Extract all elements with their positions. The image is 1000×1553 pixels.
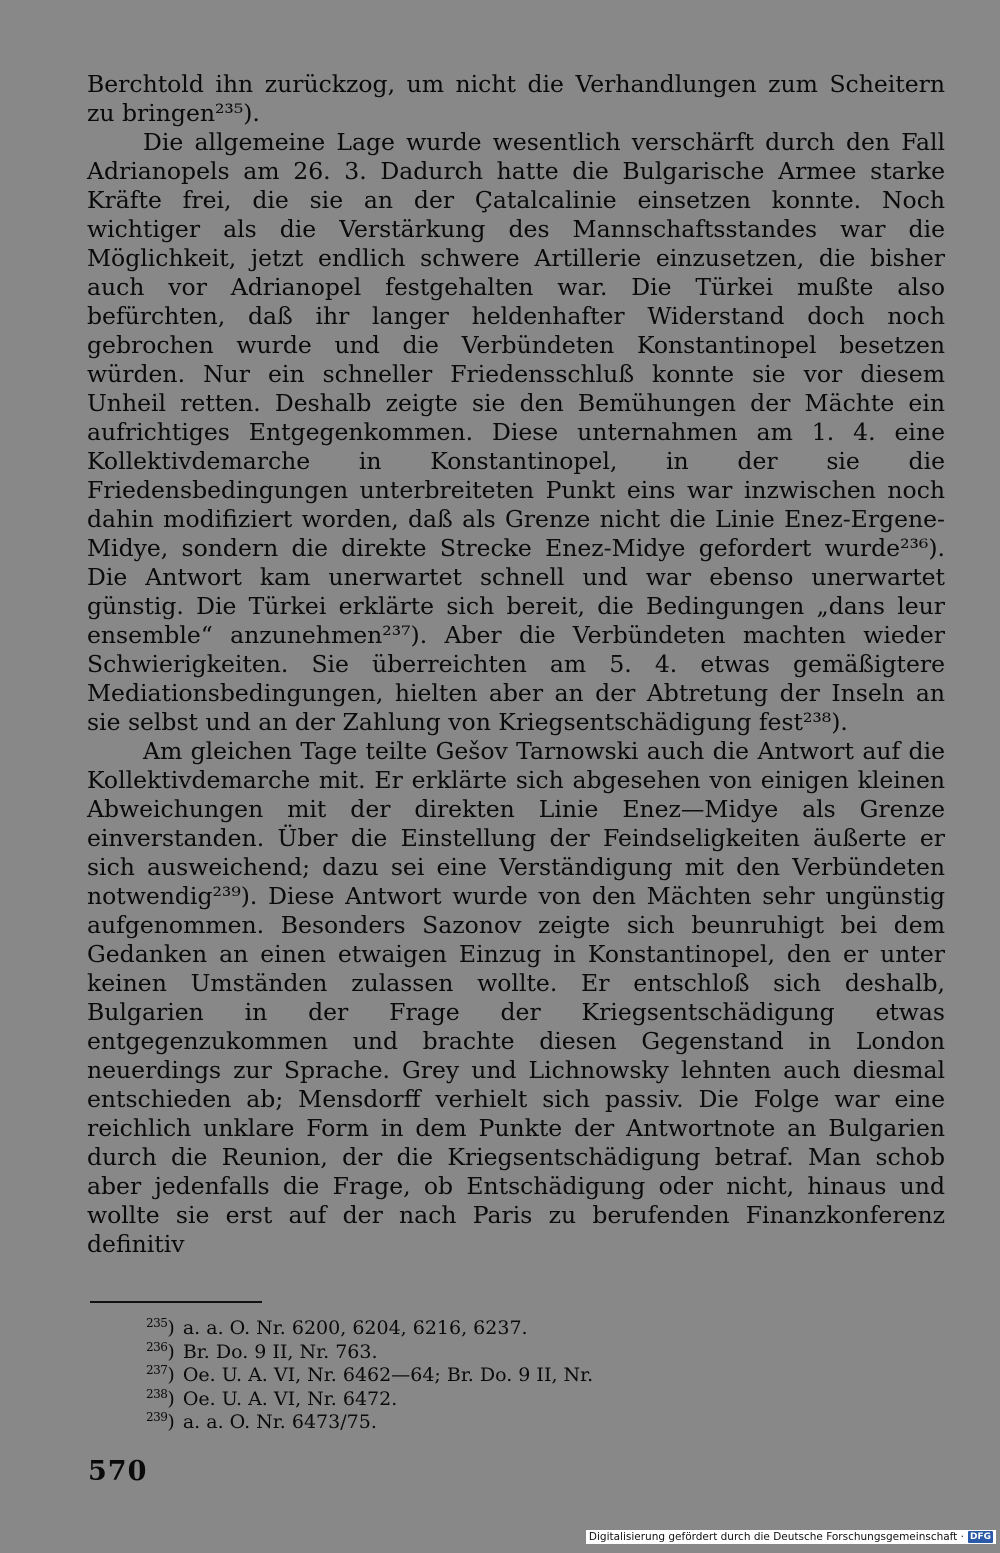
dfg-logo-icon: DFG — [969, 1532, 991, 1542]
page-number: 570 — [88, 1456, 148, 1487]
paragraph-adrianopel: Die allgemeine Lage wurde wesentlich verschärft durch den Fall Adrianopels am 26. 3. Dadurch hatte die Bulgarische Armee starke Kräfte frei, die sie an der Çatalcalinie einsetzen konnte. Noch wichtiger als die Verstärkung des Mannschaftsstandes war die Möglichkeit, jetzt endlich schwere Artillerie einzusetzen, die bisher auch vor Adrianopel festgehalten war. Die Türkei mußte also befürchten, daß ihr langer heldenhafter Widerstand doch noch gebrochen wurde und die Verbündeten Konstantinopel besetzen würden. Nur ein schneller Friedensschluß konnte sie vor diesem Unheil retten. Deshalb zeigte sie den Bemühungen der Mächte ein aufrichtiges Entgegenkommen. Diese unternahmen am 1. 4. eine Kollektivdemarche in Konstantinopel, in der sie die Friedensbedingungen unterbreiteten Punkt eins war inzwischen noch dahin modifiziert worden, daß als Grenze nicht die Linie Enez-Ergene-Midye, sondern die direkte Strecke Enez-Midye gefordert wurde²³⁶). Die Antwort kam unerwartet schnell und war ebenso unerwartet günstig. Die Türkei erklärte sich bereit, die Bedingungen „dans leur ensemble“ anzunehmen²³⁷). Aber die Verbündeten machten wieder Schwierigkeiten. Sie überreichten am 5. 4. etwas gemäßigtere Mediationsbedingungen, hielten aber an der Abtretung der Inseln an sie selbst und an der Zahlung von Kriegsentschädigung fest²³⁸). — [87, 128, 945, 736]
credit-text: Digitalisierung gefördert durch die Deutsche Forschungsgemeinschaft · — [588, 1531, 964, 1543]
footnote-number: 237 — [146, 1363, 168, 1377]
paragraph-gesov-answer: Am gleichen Tage teilte Gešov Tarnowski auch die Antwort auf die Kollektivdemarche mit. Er erklärte sich abgesehen von einigen kleinen Abweichungen mit der direkten Linie Enez—Midye als Grenze einverstanden. Über die Einstellung der Feindseligkeiten äußerte er sich ausweichend; dazu sei eine Verständigung mit den Verbündeten notwendig²³⁹). Diese Antwort wurde von den Mächten sehr ungünstig aufgenommen. Besonders Sazonov zeigte sich beunruhigt bei dem Gedanken an einen etwaigen Einzug in Konstantinopel, den er unter keinen Umständen zulassen wollte. Er entschloß sich deshalb, Bulgarien in der Frage der Kriegsentschädigung etwas entgegenzukommen und brachte diesen Gegenstand in London neuerdings zur Sprache. Grey und Lichnowsky lehnten auch diesmal entschieden ab; Mensdorff verhielt sich passiv. Die Folge war eine reichlich unklare Form in dem Punkte der Antwortnote an Bulgarien durch die Reunion, der die Kriegsentschädigung betraf. Man schob aber jedenfalls die Frage, ob Entschädigung oder nicht, hinaus und wollte sie erst auf der nach Paris zu berufenden Finanzkonferenz definitiv — [87, 737, 945, 1258]
footnote-separator — [90, 1301, 262, 1303]
footnote-text: a. a. O. Nr. 6473/75. — [182, 1411, 377, 1433]
paragraph-continuation: Berchtold ihn zurückzog, um nicht die Verhandlungen zum Scheitern zu bringen²³⁵). — [87, 70, 945, 127]
footnote-235: 235 ) a. a. O. Nr. 6200, 6204, 6216, 6237. — [146, 1318, 746, 1342]
footnote-239: 239 ) a. a. O. Nr. 6473/75. — [146, 1412, 746, 1436]
footnote-text: Br. Do. 9 II, Nr. 763. — [182, 1340, 378, 1363]
footnote-text: Oe. U. A. VI, Nr. 6462—64; Br. Do. 9 II, Nr. — [182, 1364, 594, 1386]
footnote-text: a. a. O. Nr. 6200, 6204, 6216, 6237. — [182, 1317, 528, 1339]
footnotes — [146, 1318, 746, 1436]
footnote-number: 239 — [146, 1410, 168, 1424]
footnote-text: Oe. U. A. VI, Nr. 6472. — [182, 1387, 398, 1410]
footnote-237: 237 ) Oe. U. A. VI, Nr. 6462—64; Br. Do. 9 II, Nr. — [146, 1365, 746, 1389]
footnote-number: 236 — [146, 1339, 168, 1354]
footnote-number: 238 — [146, 1386, 168, 1401]
footnote-238: 238 ) Oe. U. A. VI, Nr. 6472. — [146, 1389, 746, 1413]
digitization-credit — [586, 1530, 996, 1544]
body-text — [87, 70, 945, 1259]
footnote-number: 235 — [146, 1316, 168, 1330]
footnote-236: 236 ) Br. Do. 9 II, Nr. 763. — [146, 1342, 746, 1366]
